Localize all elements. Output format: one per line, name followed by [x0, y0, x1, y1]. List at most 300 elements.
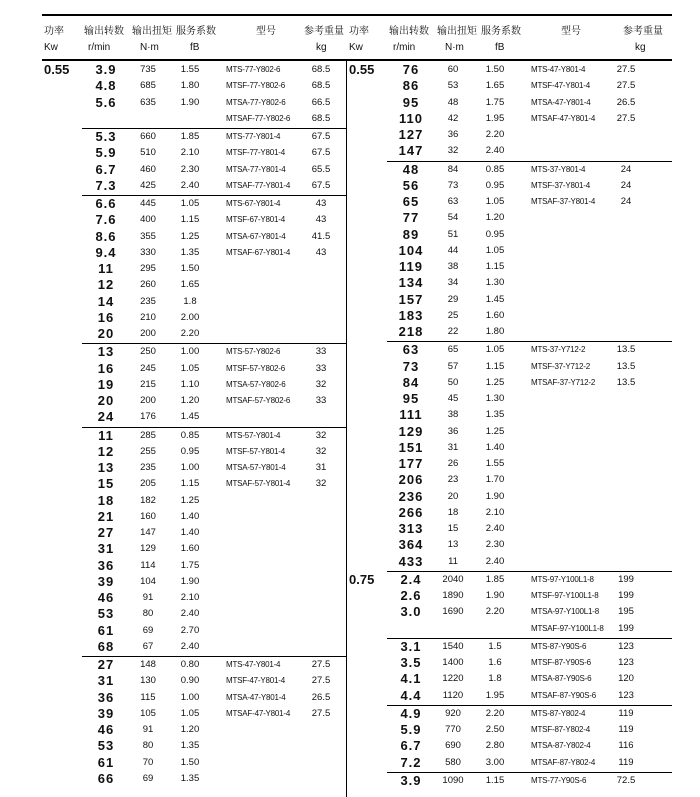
torque-cell: 44 [447, 244, 459, 256]
service-factor-cell: 1.60 [485, 309, 505, 321]
header-power-unit: Kw [349, 42, 363, 53]
service-factor-cell: 1.70 [485, 474, 505, 486]
torque-cell: 105 [140, 707, 156, 719]
service-factor-cell: 0.95 [485, 228, 505, 240]
model-cell: MTSA-77-Y801-4 [226, 164, 286, 174]
torque-cell: 15 [447, 523, 459, 534]
service-factor-cell: 1.25 [180, 494, 200, 506]
speed-cell: 4.9 [400, 705, 422, 721]
service-factor-cell: 1.20 [180, 724, 200, 735]
table-row [42, 326, 352, 342]
weight-cell: 13.5 [616, 376, 636, 388]
torque-cell: 285 [140, 429, 156, 441]
torque-cell: 355 [140, 230, 156, 242]
weight-cell: 27.5 [616, 80, 636, 92]
table-row [42, 574, 352, 590]
table-row [42, 245, 352, 261]
torque-cell: 91 [142, 724, 154, 735]
speed-cell: 218 [398, 324, 424, 339]
torque-cell: 26 [447, 458, 459, 469]
weight-cell: 27.5 [311, 707, 331, 719]
torque-cell: 920 [445, 707, 461, 719]
torque-cell: 63 [447, 196, 459, 207]
speed-cell: 5.9 [400, 722, 422, 737]
torque-cell: 1690 [442, 606, 464, 618]
speed-cell: 104 [398, 242, 424, 258]
model-cell: MTSA-67-Y801-4 [226, 231, 286, 241]
service-factor-cell: 1.8 [488, 673, 502, 685]
table-row [42, 95, 352, 111]
speed-cell: 68 [97, 638, 115, 654]
torque-cell: 29 [447, 293, 459, 305]
service-factor-cell: 1.50 [485, 64, 505, 75]
weight-cell: 123 [618, 640, 634, 652]
model-cell: MTSAF-87-Y90S-6 [531, 690, 597, 700]
torque-cell: 445 [140, 198, 156, 209]
service-factor-cell: 2.30 [485, 539, 505, 551]
table-row [347, 227, 657, 243]
service-factor-cell: 1.50 [180, 756, 200, 768]
table-row [347, 127, 657, 143]
speed-cell: 86 [402, 78, 420, 94]
weight-cell: 33 [315, 395, 327, 406]
torque-cell: 210 [140, 311, 156, 323]
header-weight: 参考重量 [623, 26, 663, 37]
speed-cell: 129 [398, 423, 424, 439]
speed-cell: 20 [97, 326, 115, 341]
service-factor-cell: 1.65 [180, 279, 200, 291]
speed-cell: 15 [97, 476, 115, 492]
table-row [347, 259, 657, 275]
weight-cell: 67.5 [311, 147, 331, 159]
speed-cell: 236 [398, 488, 424, 504]
service-factor-cell: 1.05 [485, 196, 505, 207]
service-factor-cell: 0.85 [485, 163, 505, 175]
torque-cell: 460 [140, 163, 156, 175]
service-factor-cell: 1.15 [485, 360, 505, 372]
weight-cell: 24 [620, 179, 632, 191]
table-row [42, 657, 352, 673]
model-cell: MTSF-87-Y802-4 [531, 725, 590, 734]
service-factor-cell: 1.8 [183, 295, 197, 307]
service-factor-cell: 1.90 [485, 590, 505, 601]
service-factor-cell: 0.95 [485, 179, 505, 191]
table-header-right [347, 24, 672, 58]
service-factor-cell: 1.05 [180, 198, 200, 209]
model-cell: MTS-87-Y90S-6 [531, 641, 587, 651]
service-factor-cell: 1.85 [180, 131, 200, 142]
speed-cell: 119 [399, 259, 423, 274]
model-cell: MTS-77-Y90S-6 [531, 775, 587, 785]
torque-cell: 2040 [442, 573, 464, 585]
speed-cell: 24 [97, 409, 115, 425]
table-row [347, 178, 657, 194]
speed-cell: 36 [97, 689, 115, 705]
speed-cell: 7.6 [95, 212, 117, 228]
torque-cell: 235 [140, 295, 156, 307]
service-factor-cell: 1.45 [485, 293, 505, 305]
header-service: 服务系数 [176, 26, 216, 37]
torque-cell: 148 [140, 659, 156, 670]
weight-cell: 32 [315, 429, 327, 441]
torque-cell: 38 [447, 261, 459, 272]
torque-cell: 114 [140, 559, 156, 571]
service-factor-cell: 1.35 [485, 409, 505, 421]
torque-cell: 38 [447, 409, 459, 421]
model-cell: MTSAF-97-Y100L1-8 [531, 623, 604, 633]
speed-cell: 27 [97, 657, 115, 672]
service-factor-cell: 2.40 [485, 523, 505, 534]
speed-cell: 3.5 [400, 655, 422, 670]
speed-cell: 36 [97, 557, 115, 573]
table-row [347, 604, 657, 620]
service-factor-cell: 1.25 [485, 376, 505, 388]
torque-cell: 260 [140, 279, 156, 291]
table-row [42, 771, 352, 787]
header-torque: 输出扭矩 [437, 26, 477, 37]
torque-cell: 53 [447, 80, 459, 92]
table-row [347, 572, 657, 588]
speed-cell: 18 [97, 492, 115, 508]
speed-cell: 46 [97, 722, 115, 737]
weight-cell: 72.5 [616, 774, 636, 786]
service-factor-cell: 1.60 [180, 543, 200, 555]
table-row [42, 722, 352, 738]
speed-cell: 66 [97, 770, 115, 786]
speed-cell: 8.6 [95, 228, 117, 244]
torque-cell: 34 [447, 277, 459, 289]
table-row [347, 78, 657, 94]
weight-cell: 123 [618, 689, 634, 701]
torque-cell: 32 [447, 145, 459, 157]
speed-cell: 31 [97, 541, 115, 557]
torque-cell: 80 [142, 608, 154, 620]
table-row [347, 194, 657, 210]
table-row [42, 706, 352, 722]
model-cell: MTS-67-Y801-4 [226, 199, 281, 208]
torque-cell: 1120 [442, 689, 464, 701]
weight-cell: 24 [620, 163, 632, 175]
weight-cell: 26.5 [311, 691, 331, 703]
table-row [42, 509, 352, 525]
table-row [347, 243, 657, 259]
header-power: 功率 [349, 26, 369, 37]
speed-cell: 6.7 [95, 161, 117, 177]
table-row [42, 409, 352, 425]
model-cell: MTSAF-37-Y801-4 [531, 197, 596, 206]
header-rule [42, 59, 672, 61]
speed-cell: 111 [399, 407, 423, 423]
model-cell: MTS-87-Y802-4 [531, 708, 586, 718]
table-row [42, 111, 352, 127]
service-factor-cell: 1.30 [485, 277, 505, 289]
torque-cell: 176 [140, 411, 156, 423]
model-cell: MTS-37-Y712-2 [531, 345, 586, 355]
torque-cell: 425 [140, 179, 156, 191]
service-factor-cell: 2.70 [180, 624, 200, 636]
model-cell: MTSAF-77-Y802-6 [226, 113, 291, 123]
model-cell: MTSF-57-Y801-4 [226, 446, 285, 456]
torque-cell: 660 [140, 131, 156, 142]
speed-cell: 3.0 [400, 604, 422, 620]
table-row [42, 229, 352, 245]
speed-cell: 206 [398, 472, 424, 488]
weight-cell: 120 [618, 673, 634, 685]
table-row [347, 342, 657, 358]
torque-cell: 245 [140, 362, 156, 374]
model-cell: MTSF-57-Y802-6 [226, 363, 285, 373]
header-torque: 输出扭矩 [132, 26, 172, 37]
model-cell: MTSA-97-Y100L1-8 [531, 607, 599, 617]
table-row [42, 310, 352, 326]
model-cell: MTSA-57-Y802-6 [226, 379, 286, 389]
speed-cell: 27 [97, 525, 115, 540]
speed-cell: 20 [97, 393, 115, 408]
model-cell: MTSAF-37-Y712-2 [531, 377, 596, 387]
model-cell: MTSA-87-Y802-4 [531, 741, 591, 751]
speed-cell: 4.1 [400, 671, 422, 687]
torque-cell: 45 [447, 393, 459, 404]
weight-cell: 33 [315, 346, 327, 358]
speed-cell: 61 [97, 622, 115, 638]
speed-cell: 7.2 [400, 754, 422, 770]
table-row [42, 162, 352, 178]
table-row [42, 344, 352, 360]
weight-cell: 199 [618, 590, 634, 601]
table-row [42, 196, 352, 212]
speed-cell: 3.1 [400, 638, 422, 654]
torque-cell: 42 [447, 112, 459, 124]
torque-cell: 20 [447, 490, 459, 502]
table-row [347, 111, 657, 127]
service-factor-cell: 1.55 [180, 64, 200, 75]
table-row [347, 275, 657, 291]
speed-cell: 89 [402, 226, 420, 242]
model-cell: MTSF-47-Y801-4 [531, 81, 590, 91]
speed-cell: 11 [98, 261, 114, 276]
weight-cell: 68.5 [311, 80, 331, 92]
speed-cell: 16 [97, 309, 115, 325]
service-factor-cell: 1.15 [485, 774, 505, 786]
speed-cell: 11 [98, 427, 114, 443]
header-torque-unit: N·m [445, 42, 464, 53]
model-cell: MTSA-47-Y801-4 [531, 97, 591, 107]
service-factor-cell: 0.95 [180, 445, 200, 457]
speed-cell: 13 [97, 344, 115, 360]
torque-cell: 1400 [442, 657, 464, 668]
header-speed: 输出转数 [389, 26, 429, 37]
weight-cell: 68.5 [311, 112, 331, 124]
header-weight-unit: kg [316, 42, 327, 53]
service-factor-cell: 2.10 [485, 506, 505, 518]
table-row [42, 78, 352, 94]
model-cell: MTS-77-Y801-4 [226, 132, 281, 141]
speed-cell: 3.9 [400, 772, 422, 788]
torque-cell: 295 [140, 263, 156, 274]
model-cell: MTS-37-Y801-4 [531, 164, 586, 174]
table-row [347, 755, 657, 771]
torque-cell: 147 [140, 527, 156, 538]
speed-cell: 127 [398, 127, 424, 142]
table-row [347, 210, 657, 226]
torque-cell: 255 [140, 445, 156, 457]
table-row [42, 476, 352, 492]
table-row [347, 391, 657, 407]
torque-cell: 770 [445, 724, 461, 735]
weight-cell: 27.5 [616, 112, 636, 124]
model-cell: MTSF-37-Y712-2 [531, 361, 590, 371]
torque-cell: 80 [142, 740, 154, 752]
table-row [347, 706, 657, 722]
speed-cell: 39 [97, 573, 115, 589]
weight-cell: 26.5 [616, 96, 636, 108]
table-row [42, 261, 352, 277]
header-speed: 输出转数 [84, 26, 124, 37]
torque-cell: 36 [447, 425, 459, 437]
speed-cell: 63 [402, 342, 420, 358]
service-factor-cell: 1.40 [485, 441, 505, 453]
service-factor-cell: 1.15 [485, 261, 505, 272]
weight-cell: 199 [618, 573, 634, 585]
torque-cell: 1220 [442, 673, 464, 685]
service-factor-cell: 1.15 [180, 478, 200, 490]
service-factor-cell: 1.00 [180, 691, 200, 703]
torque-cell: 48 [447, 96, 459, 108]
header-model: 型号 [256, 26, 276, 37]
torque-cell: 129 [140, 543, 156, 555]
torque-cell: 54 [447, 212, 459, 224]
table-row [347, 308, 657, 324]
table-row [42, 541, 352, 557]
model-cell: MTS-97-Y100L1-8 [531, 574, 594, 584]
service-factor-cell: 1.05 [180, 362, 200, 374]
speed-cell: 147 [398, 143, 424, 159]
table-row [347, 472, 657, 488]
torque-cell: 70 [142, 756, 154, 768]
torque-cell: 510 [140, 147, 156, 159]
table-row [347, 521, 657, 537]
torque-cell: 73 [447, 179, 459, 191]
weight-cell: 199 [618, 622, 634, 634]
table-row [347, 489, 657, 505]
service-factor-cell: 2.50 [485, 724, 505, 735]
model-cell: MTSF-47-Y801-4 [226, 676, 285, 686]
model-cell: MTSF-87-Y90S-6 [531, 658, 591, 667]
table-row [347, 456, 657, 472]
speed-cell: 95 [402, 391, 420, 406]
table-row [42, 525, 352, 541]
service-factor-cell: 1.25 [485, 425, 505, 437]
torque-cell: 160 [140, 510, 156, 522]
table-row [347, 62, 657, 78]
table-header-left [42, 24, 347, 58]
table-row [347, 537, 657, 553]
speed-cell: 5.6 [95, 94, 117, 110]
weight-cell: 65.5 [311, 163, 331, 175]
table-row [42, 590, 352, 606]
table-top-rule [42, 14, 672, 16]
service-factor-cell: 1.35 [180, 246, 200, 258]
weight-cell: 24 [620, 196, 632, 207]
service-factor-cell: 2.40 [180, 640, 200, 652]
weight-cell: 32 [315, 378, 327, 390]
header-speed-unit: r/min [88, 42, 111, 53]
service-factor-cell: 1.30 [485, 393, 505, 404]
table-row [42, 178, 352, 194]
table-row [42, 460, 352, 476]
service-factor-cell: 1.75 [180, 559, 200, 571]
torque-cell: 130 [140, 675, 156, 687]
service-factor-cell: 1.85 [485, 573, 505, 585]
service-factor-cell: 1.55 [485, 458, 505, 469]
table-row [347, 773, 657, 789]
table-row [347, 359, 657, 375]
speed-cell: 5.9 [95, 145, 117, 161]
service-factor-cell: 2.40 [180, 608, 200, 620]
speed-cell: 266 [398, 504, 424, 520]
speed-cell: 4.4 [400, 687, 422, 703]
model-cell: MTSF-77-Y801-4 [226, 148, 285, 158]
header-power-unit: Kw [44, 42, 58, 53]
service-factor-cell: 1.05 [485, 344, 505, 356]
table-row [347, 688, 657, 704]
table-row [347, 375, 657, 391]
torque-cell: 1090 [442, 774, 464, 786]
service-factor-cell: 1.65 [485, 80, 505, 92]
service-factor-cell: 0.90 [180, 675, 200, 687]
table-row [347, 424, 657, 440]
torque-cell: 23 [447, 474, 459, 486]
power-cell: 0.75 [349, 571, 375, 587]
torque-cell: 330 [140, 246, 156, 258]
speed-cell: 76 [402, 62, 420, 77]
service-factor-cell: 1.75 [485, 96, 505, 108]
table-row [347, 324, 657, 340]
service-factor-cell: 1.40 [180, 510, 200, 522]
service-factor-cell: 1.50 [180, 263, 200, 274]
service-factor-cell: 1.5 [488, 640, 502, 652]
torque-cell: 25 [447, 309, 459, 321]
torque-cell: 91 [142, 592, 154, 603]
service-factor-cell: 0.80 [180, 659, 200, 670]
table-row [347, 588, 657, 604]
speed-cell: 9.4 [95, 244, 117, 260]
torque-cell: 115 [140, 691, 156, 703]
table-row [347, 554, 657, 570]
speed-cell: 46 [97, 590, 115, 605]
torque-cell: 60 [447, 64, 459, 75]
service-factor-cell: 2.00 [180, 311, 200, 323]
header-service-unit: fB [495, 42, 505, 53]
model-cell: MTSAF-67-Y801-4 [226, 247, 291, 257]
speed-cell: 14 [97, 293, 115, 309]
model-cell: MTSA-57-Y801-4 [226, 463, 286, 472]
model-cell: MTSAF-57-Y801-4 [226, 479, 291, 489]
table-row [42, 738, 352, 754]
table-row [42, 428, 352, 444]
table-row [347, 738, 657, 754]
table-row [347, 505, 657, 521]
service-factor-cell: 1.15 [180, 214, 200, 226]
weight-cell: 27.5 [311, 659, 331, 670]
torque-cell: 67 [142, 640, 154, 652]
weight-cell: 67.5 [311, 179, 331, 191]
table-row [347, 407, 657, 423]
speed-cell: 53 [97, 738, 115, 754]
table-row [347, 722, 657, 738]
table-row [42, 606, 352, 622]
table-row [42, 145, 352, 161]
